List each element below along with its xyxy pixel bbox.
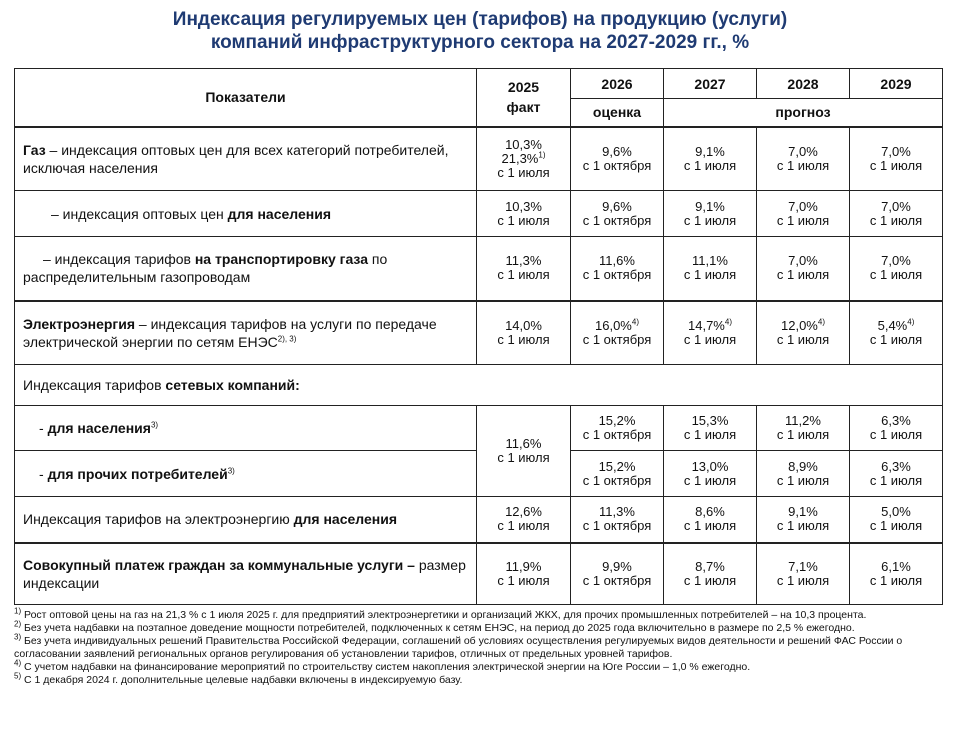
electric-2029-date: с 1 июля xyxy=(869,331,923,347)
gas-pop-bold: для населения xyxy=(227,205,332,222)
net-pop-2028-date: с 1 июля xyxy=(776,427,830,442)
gas-text: – индексация оптовых цен для всех категорий потребителей, исключая населения xyxy=(23,141,449,176)
gas-trans-2029-date: с 1 июля xyxy=(869,267,923,283)
gas-2025-value-b: 21,3% xyxy=(501,150,539,166)
row-total-label xyxy=(15,543,477,605)
network-bold: сетевых компаний: xyxy=(165,377,300,393)
el-pop-2025-date: с 1 июля xyxy=(497,518,550,534)
el-pop-2027 xyxy=(664,497,757,543)
total-2025-value: 11,9% xyxy=(505,558,542,574)
electric-sup: 2), 3) xyxy=(277,334,297,344)
gas-trans-pre: – индексация тарифов xyxy=(43,251,195,268)
gas-2028-value: 7,0% xyxy=(788,143,818,159)
electric-2029-value-wrap xyxy=(850,319,942,333)
gas-trans-2028-value: 7,0% xyxy=(788,253,818,269)
footnote-5-text: С 1 декабря 2024 г. дополнительные целевые надбавки включены в индексируемую базу. xyxy=(21,674,463,686)
el-pop-2029-date: с 1 июля xyxy=(869,518,923,534)
el-pop-2027-date: с 1 июля xyxy=(683,518,737,534)
total-2027-date: с 1 июля xyxy=(683,572,737,588)
net-pop-2026 xyxy=(571,406,664,451)
total-2029 xyxy=(850,543,943,605)
title-line-2: компаний инфраструктурного сектора на 2027-2029 гг., % xyxy=(210,32,750,53)
electric-2027-value: 14,7% xyxy=(688,317,725,333)
header-row xyxy=(15,69,943,99)
gas-2026-value: 9,6% xyxy=(602,143,632,159)
row-gas-label xyxy=(15,127,477,191)
footnote-1-mark: 1) xyxy=(14,606,22,616)
gas-trans-2025 xyxy=(477,237,571,301)
row-net-pop-label xyxy=(15,406,477,451)
net-pop-sup: 3) xyxy=(150,420,159,430)
total-2029-date: с 1 июля xyxy=(869,572,923,588)
total-2026-date: с 1 октября xyxy=(582,572,652,588)
gas-trans-2025-value: 11,3% xyxy=(505,253,542,269)
net-pop-2029 xyxy=(850,406,943,451)
electric-2028 xyxy=(757,301,850,365)
net-other-2029-value: 6,3% xyxy=(881,458,911,474)
net-other-2027 xyxy=(664,451,757,497)
header-2027: 2027 xyxy=(664,69,757,99)
net-2025 xyxy=(477,406,571,497)
gas-pop-2029 xyxy=(850,191,943,237)
row-network-label xyxy=(15,365,943,406)
header-2028: 2028 xyxy=(757,69,850,99)
row-total xyxy=(15,543,943,605)
row-net-pop xyxy=(15,406,943,451)
footnote-2-mark: 2) xyxy=(14,619,22,629)
total-2028 xyxy=(757,543,850,605)
gas-trans-2029 xyxy=(850,237,943,301)
gas-pop-2026-date: с 1 октября xyxy=(582,212,652,228)
gas-pop-2027 xyxy=(664,191,757,237)
el-pop-2026-date: с 1 октября xyxy=(582,518,652,534)
total-bold: Совокупный платеж граждан за коммунальные услуги – xyxy=(23,556,415,573)
net-pop-pre: - xyxy=(39,420,48,436)
net-other-2028-date: с 1 июля xyxy=(776,472,830,488)
gas-2027 xyxy=(664,127,757,191)
net-pop-2026-date: с 1 октября xyxy=(582,427,652,442)
gas-pop-2028 xyxy=(757,191,850,237)
gas-trans-2029-value: 7,0% xyxy=(881,253,911,269)
electric-2027-date: с 1 июля xyxy=(683,331,737,347)
total-2026-value: 9,9% xyxy=(602,558,632,574)
gas-trans-2025-date: с 1 июля xyxy=(497,267,550,283)
gas-2027-value: 9,1% xyxy=(695,143,725,159)
row-network xyxy=(15,365,943,406)
electric-2028-value: 12,0% xyxy=(781,317,818,333)
electric-2028-value-wrap xyxy=(757,319,849,333)
tariff-table xyxy=(14,68,943,605)
electric-text: – индексация тарифов на услуги по передаче электрической энергии по сетям ЕНЭС xyxy=(23,315,437,350)
total-text: размер индексации xyxy=(23,556,466,591)
gas-2025-value-b-wrap xyxy=(477,152,570,166)
footnote-1 xyxy=(14,606,944,622)
electric-2028-sup: 4) xyxy=(817,317,825,327)
net-other-2026 xyxy=(571,451,664,497)
electric-2027-sup: 4) xyxy=(724,317,732,327)
gas-trans-2027-value: 11,1% xyxy=(692,253,728,269)
gas-pop-2027-date: с 1 июля xyxy=(683,212,737,228)
electric-2026 xyxy=(571,301,664,365)
net-other-2028 xyxy=(757,451,850,497)
title-line-1: Индексация регулируемых цен (тарифов) на продукцию (услуги) xyxy=(172,9,788,30)
el-pop-2027-value: 8,6% xyxy=(695,504,725,520)
net-other-2028-value: 8,9% xyxy=(788,458,818,474)
footnote-4-mark: 4) xyxy=(14,658,22,668)
net-pop-2027-value: 15,3% xyxy=(691,413,729,428)
net-other-sup: 3) xyxy=(227,465,235,475)
footnote-4 xyxy=(14,658,944,674)
el-pop-bold: для населения xyxy=(293,511,398,528)
el-pop-2029-value: 5,0% xyxy=(881,504,911,520)
header-2026-sub: оценка xyxy=(571,99,664,127)
footnote-3-text: Без учета индивидуальных решений Правительства Российской Федерации, соглашений об условиях осуществления регулируемых видов деятельности и решений ФАС России о согласовании заявлений региональных органов регулирования об установлении тарифов, отличных от предельных уровней тарифов. xyxy=(14,635,903,660)
footnotes xyxy=(14,606,944,687)
gas-trans-2028 xyxy=(757,237,850,301)
electric-2026-sup: 4) xyxy=(631,317,639,327)
row-el-pop xyxy=(15,497,943,543)
electric-2028-date: с 1 июля xyxy=(776,331,830,347)
el-pop-2029 xyxy=(850,497,943,543)
header-forecast: прогноз xyxy=(664,99,943,127)
row-gas-trans xyxy=(15,237,943,301)
footnote-3-mark: 3) xyxy=(14,632,22,642)
total-2025-date: с 1 июля xyxy=(497,572,550,588)
net-other-2029 xyxy=(850,451,943,497)
net-other-bold: для прочих потребителей xyxy=(47,465,228,482)
gas-pop-2028-date: с 1 июля xyxy=(776,212,830,228)
gas-2025-value-a: 10,3% xyxy=(505,136,542,152)
gas-2025 xyxy=(477,127,571,191)
net-pop-2027-date: с 1 июля xyxy=(683,427,737,442)
net-other-2026-value: 15,2% xyxy=(598,458,636,474)
gas-2026 xyxy=(571,127,664,191)
gas-pop-2028-value: 7,0% xyxy=(788,198,818,214)
net-pop-2026-value: 15,2% xyxy=(598,413,636,428)
total-2028-value: 7,1% xyxy=(788,558,818,574)
net-pop-2029-date: с 1 июля xyxy=(869,427,923,442)
el-pop-2025-value: 12,6% xyxy=(505,504,542,520)
electric-2026-value: 16,0% xyxy=(595,317,632,333)
net-other-2027-date: с 1 июля xyxy=(683,472,737,488)
footnote-2 xyxy=(14,619,944,635)
gas-2029-date: с 1 июля xyxy=(869,157,923,173)
gas-2029 xyxy=(850,127,943,191)
header-2025-sub: факт xyxy=(506,99,541,116)
electric-2029 xyxy=(850,301,943,365)
el-pop-2025 xyxy=(477,497,571,543)
row-gas xyxy=(15,127,943,191)
el-pop-pre: Индексация тарифов на электроэнергию xyxy=(23,511,294,528)
gas-pop-2026-value: 9,6% xyxy=(602,198,632,214)
gas-pop-2025 xyxy=(477,191,571,237)
total-2026 xyxy=(571,543,664,605)
row-gas-pop xyxy=(15,191,943,237)
net-other-2029-date: с 1 июля xyxy=(869,472,923,488)
header-indicators: Показатели xyxy=(15,69,477,127)
net-pop-2029-value: 6,3% xyxy=(881,413,911,428)
footnote-4-text: С учетом надбавки на финансирование мероприятий по строительству систем накопления электрической энергии на Юге России – 1,0 % ежегодно. xyxy=(21,661,751,673)
gas-trans-2026-value: 11,6% xyxy=(599,253,635,269)
net-pop-2028 xyxy=(757,406,850,451)
electric-2029-sup: 4) xyxy=(907,317,915,327)
gas-pop-2026 xyxy=(571,191,664,237)
gas-trans-2026 xyxy=(571,237,664,301)
page-title xyxy=(0,8,960,54)
gas-pop-2025-value: 10,3% xyxy=(505,198,542,214)
electric-2025-date: с 1 июля xyxy=(497,331,550,347)
gas-trans-post: по распределительным газопроводам xyxy=(23,251,388,286)
el-pop-2026-value: 11,3% xyxy=(599,504,635,520)
electric-2026-value-wrap xyxy=(571,319,663,333)
net-pop-2028-value: 11,2% xyxy=(785,413,821,428)
row-electric xyxy=(15,301,943,365)
total-2027 xyxy=(664,543,757,605)
row-gas-trans-label xyxy=(15,237,477,301)
footnote-3 xyxy=(14,632,944,661)
net-other-2026-date: с 1 октября xyxy=(582,472,652,488)
el-pop-2028-date: с 1 июля xyxy=(776,518,830,534)
gas-trans-2027-date: с 1 июля xyxy=(683,267,737,283)
electric-2027-value-wrap xyxy=(664,319,756,333)
total-2027-value: 8,7% xyxy=(695,558,725,574)
el-pop-2026 xyxy=(571,497,664,543)
electric-2025-value: 14,0% xyxy=(505,317,542,333)
gas-trans-bold: на транспортировку газа xyxy=(194,251,368,268)
electric-2025 xyxy=(477,301,571,365)
row-el-pop-label xyxy=(15,497,477,543)
gas-trans-2027 xyxy=(664,237,757,301)
row-gas-pop-label xyxy=(15,191,477,237)
footnote-1-text: Рост оптовой цены на газ на 21,3 % с 1 июля 2025 г. для предприятий электроэнергетики и организаций ЖКХ, для прочих промышленных потребителей – на 10,3 процента. xyxy=(21,609,867,621)
network-pre: Индексация тарифов xyxy=(23,377,166,393)
total-2028-date: с 1 июля xyxy=(776,572,830,588)
net-2025-value: 11,6% xyxy=(505,436,542,451)
net-other-pre: - xyxy=(39,465,48,482)
el-pop-2028-value: 9,1% xyxy=(788,504,818,520)
footnote-2-text: Без учета надбавки на поэтапное доведение мощности потребителей, подключенных к сетям ЕНЭС, на период до 2025 года включительно в размере по 2,5 % ежегодно. xyxy=(21,622,855,634)
electric-2026-date: с 1 октября xyxy=(582,331,652,347)
row-electric-label xyxy=(15,301,477,365)
gas-2025-date: с 1 июля xyxy=(497,164,550,180)
header-2025 xyxy=(477,69,571,127)
gas-2028 xyxy=(757,127,850,191)
gas-2028-date: с 1 июля xyxy=(776,157,830,173)
electric-2027 xyxy=(664,301,757,365)
footnote-5 xyxy=(14,671,944,687)
net-pop-bold: для населения xyxy=(47,420,151,436)
gas-pop-pre: – индексация оптовых цен xyxy=(51,205,228,222)
net-pop-2027 xyxy=(664,406,757,451)
row-net-other-label xyxy=(15,451,477,497)
electric-2029-value: 5,4% xyxy=(877,317,908,333)
gas-pop-2029-value: 7,0% xyxy=(881,198,911,214)
header-2029: 2029 xyxy=(850,69,943,99)
gas-2027-date: с 1 июля xyxy=(683,157,737,173)
gas-bold: Газ xyxy=(23,141,46,158)
net-other-2027-value: 13,0% xyxy=(691,458,729,474)
gas-2025-sup: 1) xyxy=(538,150,546,160)
electric-bold: Электроэнергия xyxy=(23,315,136,332)
gas-pop-2029-date: с 1 июля xyxy=(869,212,923,228)
gas-pop-2027-value: 9,1% xyxy=(695,198,725,214)
gas-2026-date: с 1 октября xyxy=(582,157,652,173)
header-2026: 2026 xyxy=(571,69,664,99)
el-pop-2028 xyxy=(757,497,850,543)
gas-pop-2025-date: с 1 июля xyxy=(497,212,550,228)
footnote-5-mark: 5) xyxy=(14,671,22,681)
header-2025-year: 2025 xyxy=(507,79,540,96)
net-2025-date: с 1 июля xyxy=(497,450,550,465)
gas-2029-value: 7,0% xyxy=(881,143,911,159)
gas-trans-2028-date: с 1 июля xyxy=(776,267,830,283)
total-2025 xyxy=(477,543,571,605)
gas-trans-2026-date: с 1 октября xyxy=(582,267,652,283)
total-2029-value: 6,1% xyxy=(881,558,911,574)
